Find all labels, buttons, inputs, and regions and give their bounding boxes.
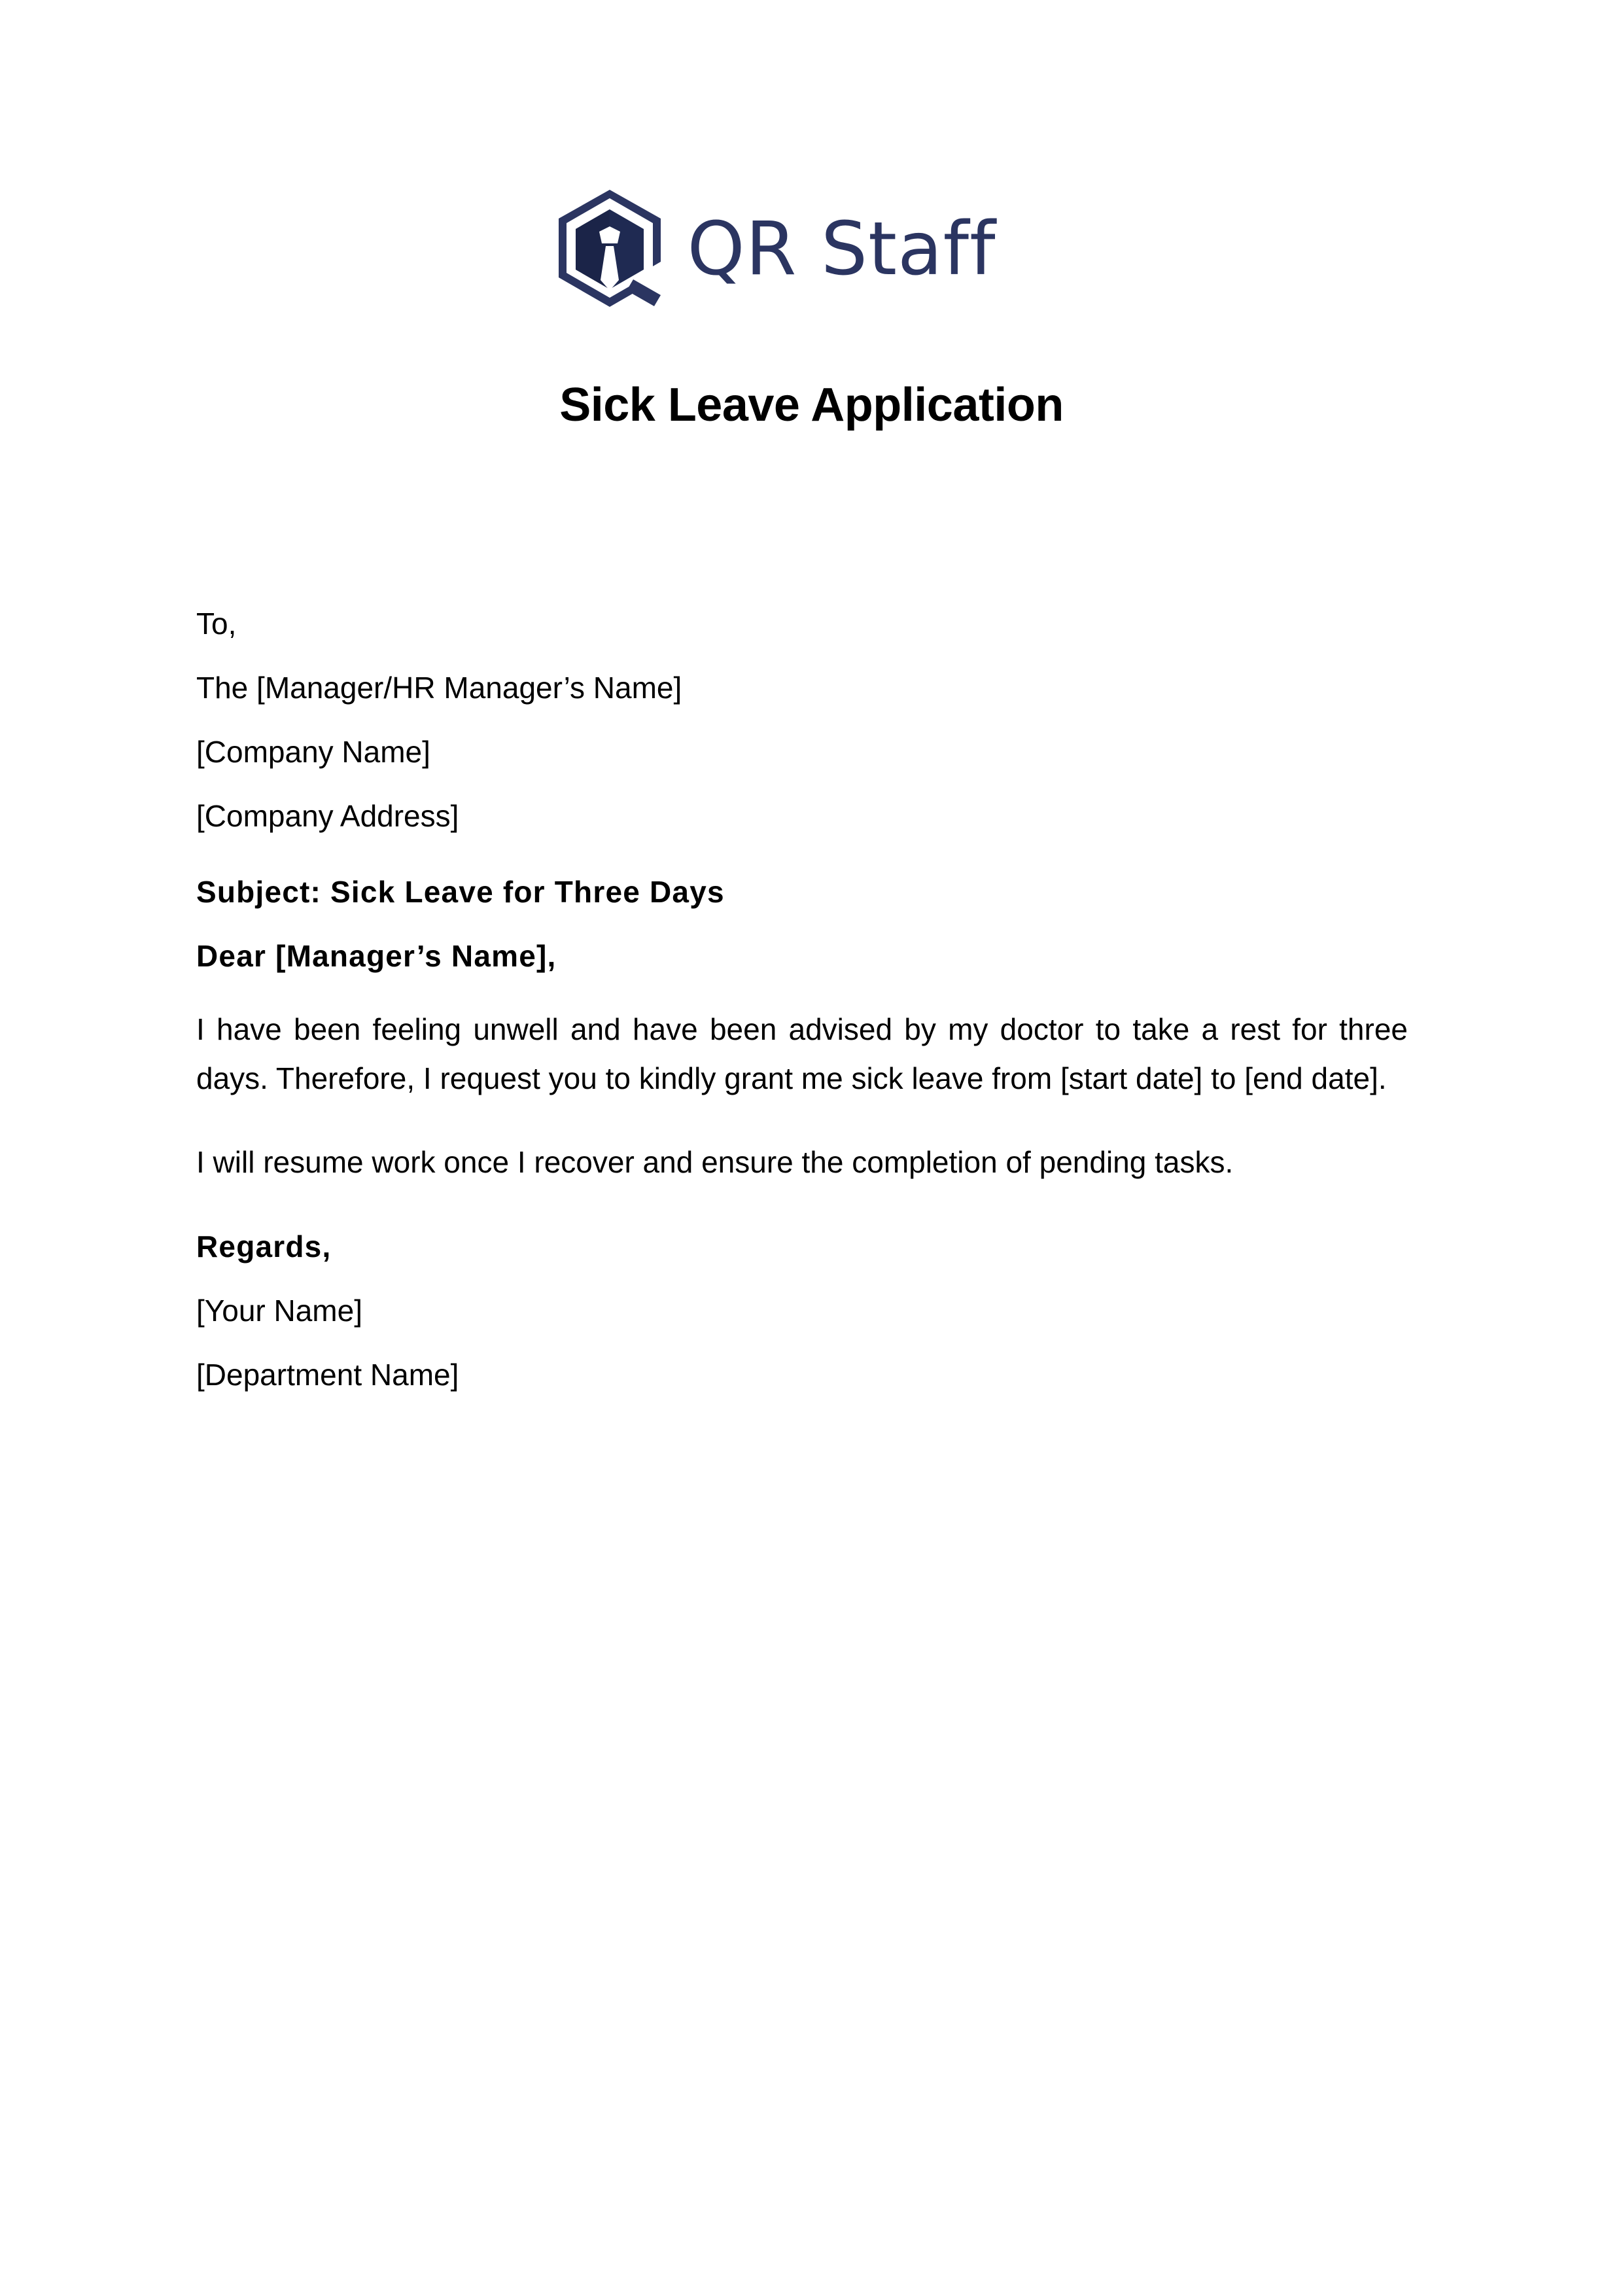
- closing-regards: Regards,: [196, 1229, 332, 1263]
- logo-lockup: [555, 188, 996, 310]
- brand-wordmark: QR Staff: [687, 207, 996, 292]
- recipient-company-name: [Company Name]: [196, 735, 430, 769]
- closing-your-name: [Your Name]: [196, 1293, 362, 1328]
- recipient-manager-line: The [Manager/HR Manager’s Name]: [196, 671, 682, 705]
- recipient-company-address: [Company Address]: [196, 799, 459, 833]
- recipient-salutation-line: To,: [196, 607, 237, 641]
- body-paragraph-2: I will resume work once I recover and ensure the completion of pending tasks.: [196, 1145, 1234, 1180]
- page-title: Sick Leave Application: [559, 379, 1064, 431]
- closing-department-name: [Department Name]: [196, 1357, 459, 1392]
- greeting-line: Dear [Manager’s Name],: [196, 939, 557, 973]
- brand-header: [0, 188, 1623, 310]
- body-paragraph-1: I have been feeling unwell and have been advised by my doctor to take a rest for three days. Therefore, I request you to kindly grant me sick leave from [start date] to [end date].: [196, 1012, 1408, 1095]
- letter-body: [196, 609, 1408, 1424]
- closing-block: [196, 1231, 1408, 1390]
- subject-line: Subject: Sick Leave for Three Days: [196, 875, 725, 909]
- qr-staff-hexagon-tie-logo-icon: [555, 188, 665, 310]
